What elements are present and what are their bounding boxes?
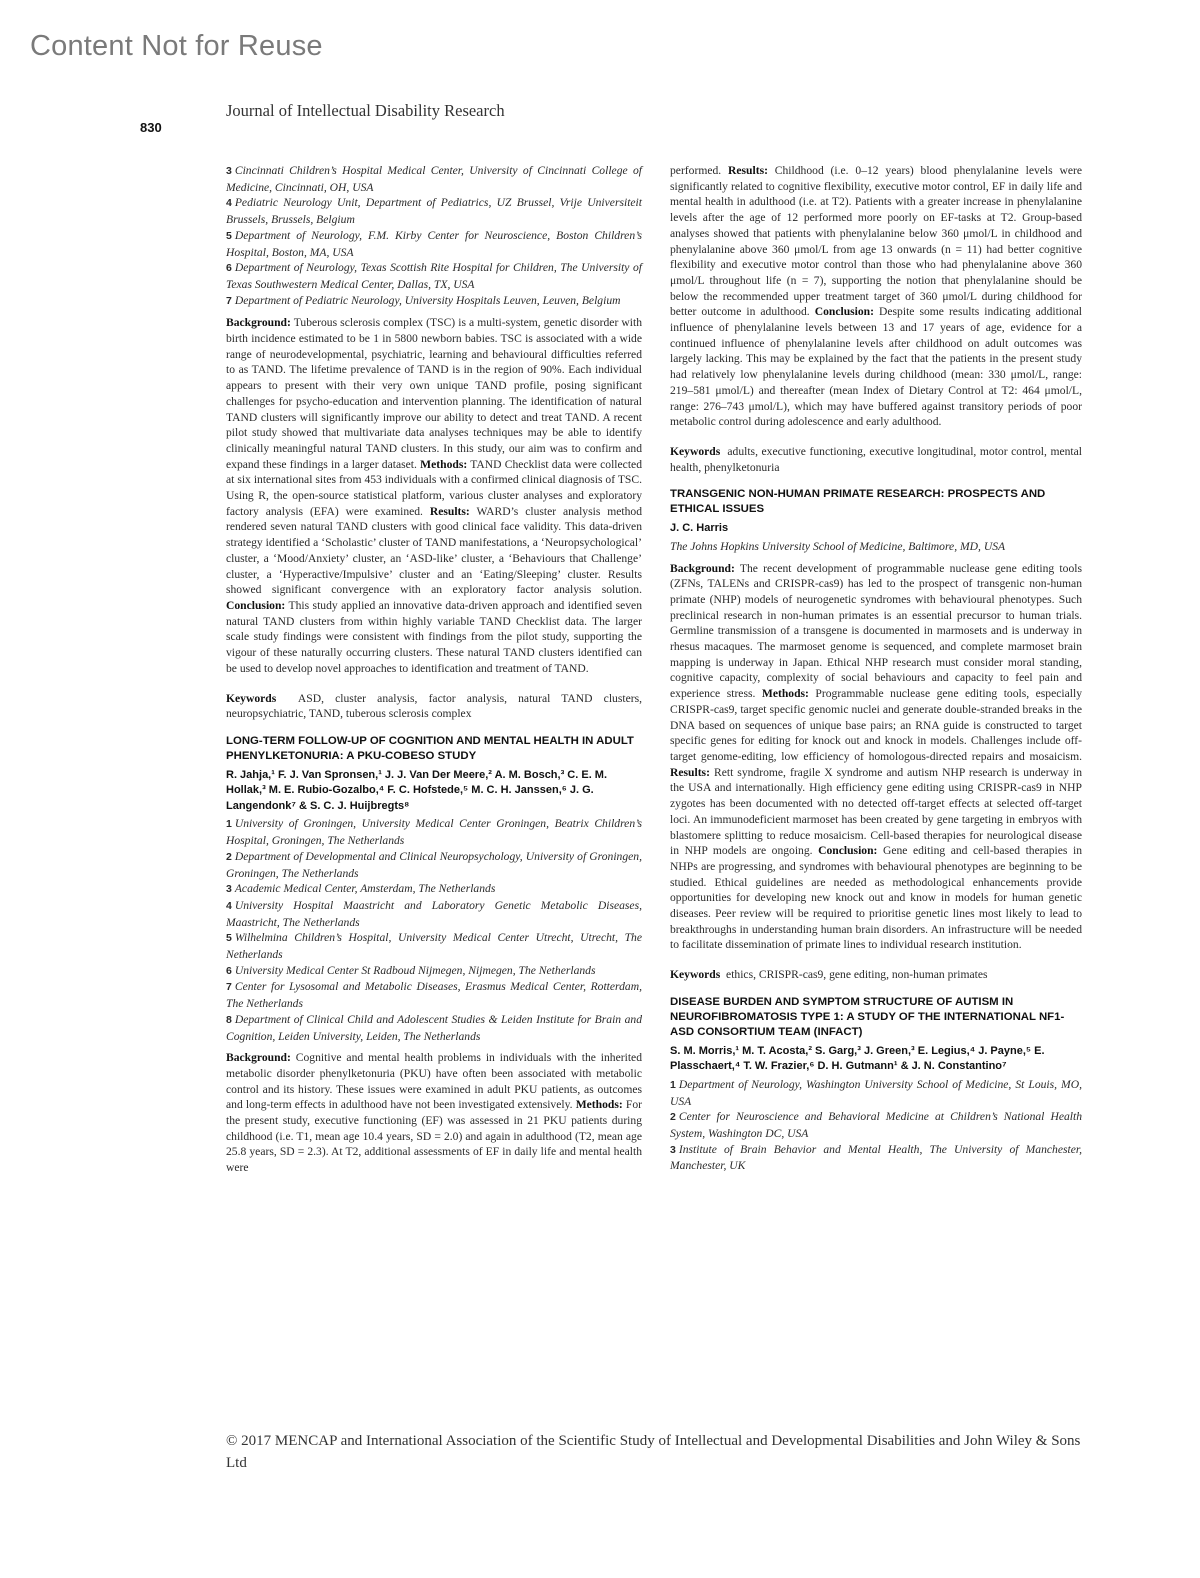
affiliation: 1 University of Groningen, University Medical Center Groningen, Beatrix Children’s Hospital, Groningen, The Netherlands — [226, 817, 642, 848]
affiliation: 3 Cincinnati Children’s Hospital Medical Center, University of Cincinnati College of Medicine, Cincinnati, OH, USA — [226, 164, 642, 194]
copyright-footer: © 2017 MENCAP and International Association of the Scientific Study of Intellectual and Developmental Disabilities and John Wiley & Sons Ltd — [226, 1433, 1081, 1471]
affiliation: 1 Department of Neurology, Washington University School of Medicine, St Louis, MO, USA — [670, 1077, 1082, 1108]
article-title: LONG-TERM FOLLOW-UP OF COGNITION AND MENTAL HEALTH IN ADULT PHENYLKETONURIA: A PKU-COBESO STUDY — [226, 734, 634, 762]
keywords: Keywords ASD, cluster analysis, factor analysis, natural TAND clusters, neuropsychiatric, TAND, tuberous sclerosis complex — [226, 691, 642, 721]
left-column — [226, 163, 642, 1176]
article-title: DISEASE BURDEN AND SYMPTOM STRUCTURE OF AUTISM IN NEUROFIBROMATOSIS TYPE 1: A STUDY OF THE INTERNATIONAL NF1-ASD CONSORTIUM TEAM (INFACT) — [670, 995, 1065, 1038]
article-authors: R. Jahja,¹ F. J. Van Spronsen,¹ J. J. Van Der Meere,² A. M. Bosch,³ C. E. M. Hollak,³ M. E. Rubio-Gozalbo,⁴ F. C. Hofstede,⁵ M. C. H. Janssen,⁶ J. G. Langendonk⁷ & S. C. J. Huijbregts⁸ — [226, 768, 608, 812]
affiliation: 3 Institute of Brain Behavior and Mental Health, The University of Manchester, Manchester, UK — [670, 1142, 1082, 1173]
abstract-paragraph: performed. Results: Childhood (i.e. 0–12 years) blood phenylalanine levels were significantly related to cognitive flexibility, executive motor control, EF in daily life and mental health in adulthood (i.e. at T2). Patients with a greater increase in phenylalanine levels after the age of 12 performed more poorly on EF-tasks at T2. Group-based analyses showed that patients with phenylalanine below 360 μmol/L in childhood and phenylalanine above 360 μmol/L from age 13 onwards (n = 11) had better cognitive flexibility and executive motor control than those who had phenylalanine above 360 μmol/L throughout life (n = 7), supporting the notion that phenylalanine should be below the recommended upper treatment target of 360 μmol/L during childhood for better outcome in adulthood. Conclusion: Despite some results indicating additional influence of phenylalanine levels between 13 and 17 years of age, evidence for a continued influence of phenylalanine levels after childhood on adult outcomes was largely lacking. This may be explained by the fact that the patients in the present study had relatively low phenylalanine levels during childhood (mean: 330 μmol/L, range: 219–581 μmol/L) and thereafter (mean Index of Dietary Control at T2: 464 μmol/L, range: 276–743 μmol/L), which may have buffered against transitory periods of poor metabolic control during adolescence and early adulthood. — [670, 164, 1082, 429]
article-authors: S. M. Morris,¹ M. T. Acosta,² S. Garg,³ J. Green,³ E. Legius,⁴ J. Payne,⁵ E. Plasschaert,⁴ T. W. Frazier,⁶ D. H. Gutmann¹ & J. N. Constantino⁷ — [670, 1044, 1045, 1073]
article-authors: J. C. Harris — [670, 522, 729, 535]
affiliation: 3 Academic Medical Center, Amsterdam, The Netherlands — [226, 882, 496, 896]
affiliation: 6 University Medical Center St Radboud Nijmegen, Nijmegen, The Netherlands — [226, 963, 596, 977]
affiliation: 5 Department of Neurology, F.M. Kirby Center for Neuroscience, Boston Children’s Hospital, Boston, MA, USA — [226, 228, 642, 259]
watermark: Content Not for Reuse — [30, 30, 323, 62]
page-number: 830 — [140, 120, 162, 135]
abstract-paragraph: Background: Tuberous sclerosis complex (TSC) is a multi-system, genetic disorder with birth incidence estimated to be 1 in 5800 newborn babies. TSC is associated with a wide range of neurodevelopmental, psychiatric, learning and behavioural difficulties referred to as TAND. The lifetime prevalence of TAND is in the region of 90%. Each individual appears to present with their very own unique TAND profile, posing significant challenges for psycho-education and intervention planning. The identification of natural TAND clusters will significantly improve our ability to detect and treat TAND. A recent pilot study showed that multivariate data analyses techniques may be able to identify clinically meaningful natural TAND clusters. In this study, our aim was to confirm and expand these findings in a larger dataset. Methods: TAND Checklist data were collected at six international sites from 453 individuals with a confirmed clinical diagnosis of TSC. Using R, the open-source statistical platform, various cluster analyses and exploratory factory analysis (EFA) were examined. Results: WARD’s cluster analysis method rendered seven natural TAND clusters with good clinical face validity. This data-driven strategy identified a ‘Scholastic’ cluster of TAND manifestations, a ‘Neuropsychological’ cluster, a ‘Mood/Anxiety’ cluster, an ‘ASD-like’ cluster, a ‘Behaviours that Challenge’ cluster, a ‘Hyperactive/Impulsive’ cluster and an ‘Eating/Sleeping’ cluster. Results showed significant convergence with an exploratory factor analysis solution. Conclusion: This study applied an innovative data-driven approach and identified seven natural TAND clusters from within highly variable TAND Checklist data. The larger scale study findings were consistent with findings from the pilot study, supporting the vigour of these naturally occurring clusters. These natural TAND clusters identified can be used to develop novel approaches to identification and treatment of TAND. — [226, 316, 642, 675]
journal-title: Journal of Intellectual Disability Research — [226, 101, 505, 120]
right-column — [670, 163, 1082, 1174]
affiliation: The Johns Hopkins University School of Medicine, Baltimore, MD, USA — [670, 539, 1006, 553]
affiliation: 8 Department of Clinical Child and Adolescent Studies & Leiden Institute for Brain and Cognition, Leiden University, Leiden, The Netherlands — [226, 1012, 642, 1043]
affiliation: 6 Department of Neurology, Texas Scottish Rite Hospital for Children, The University of Texas Southwestern Medical Center, Dallas, TX, USA — [226, 261, 642, 291]
article-title: TRANSGENIC NON-HUMAN PRIMATE RESEARCH: PROSPECTS AND ETHICAL ISSUES — [670, 488, 1046, 516]
keywords: Keywords adults, executive functioning, executive longitudinal, motor control, mental health, phenylketonuria — [670, 444, 1082, 474]
affiliation: 7 Center for Lysosomal and Metabolic Diseases, Erasmus Medical Center, Rotterdam, The Netherlands — [226, 980, 642, 1011]
abstract-paragraph: Background: Cognitive and mental health problems in individuals with the inherited metabolic disorder phenylketonuria (PKU) have often been associated with metabolic control and its history. These issues were examined in adult PKU patients, as outcomes and long-term effects in adulthood have not been investigated extensively. Methods: For the present study, executive functioning (EF) was assessed in 21 PKU patients during childhood (i.e. T1, mean age 10.4 years, SD = 2.0) and again in adulthood (T2, mean age 25.8 years, SD = 2.3). At T2, additional assessments of EF in daily life and mental health were — [226, 1051, 643, 1175]
abstract-paragraph: Background: The recent development of programmable nuclease gene editing tools (ZFNs, TALENs and CRISPR-cas9) has led to the prospect of transgenic non-human primate (NHP) models of neurogenetic syndromes with behavioural phenotypes. Such preclinical research in non-human primates is an essential precursor to human trials. Germline transmission of a transgene is documented in marmosets and is underway in rhesus macaques. The marmoset genome is sequenced, and complete marmoset brain mapping is underway in Japan. Ethical NHP research must consider moral standing, cognitive capacity, complexity of social behaviours and capacity to feel pain and experience stress. Methods: Programmable nuclease gene editing tools, especially CRISPR-cas9, target specific genomic nuclei and generate double-stranded breaks in the DNA based on sequences of unique base pairs; an RNA guide is constructed to target specific genes for editing for knock out and knock in models. Challenges include off-target genome-editing, low efficiency of homologous-directed repairs and mosaicism. Results: Rett syndrome, fragile X syndrome and autism NHP research is underway in the USA and internationally. High efficiency gene editing using CRISPR-cas9 in NHP zygotes has been documented with no detected off-target effects at selected off-target loci. An immunodeficient marmoset has been created by gene targeting in embryos with blastomere splitting to reduce mosaicism. Cell-based therapies for neurological disease in NHP models are ongoing. Conclusion: Gene editing and cell-based therapies in NHPs are progressing, and syndromes with behavioural phenotypes are beginning to be studied. Ethical guidelines are needed as methodological enhancements provide opportunities for developing new knock out and know in models for human genetic diseases. Peer review will be required to prioritise genetic lines most likely to lead to breakthroughs in understanding human brain disorders. An infrastructure will be needed to facilitate dissemination of primate lines to individual research institution. — [670, 561, 1083, 952]
affiliation: 4 University Hospital Maastricht and Laboratory Genetic Metabolic Diseases, Maastricht, The Netherlands — [226, 898, 642, 929]
affiliation: 2 Center for Neuroscience and Behavioral Medicine at Children’s National Health System, Washington DC, USA — [670, 1110, 1082, 1140]
affiliation: 5 Wilhelmina Children’s Hospital, University Medical Center Utrecht, Utrecht, The Netherlands — [226, 931, 642, 962]
affiliation: 2 Department of Developmental and Clinical Neuropsychology, University of Groningen, Groningen, The Netherlands — [226, 849, 642, 880]
keywords: Keywords ethics, CRISPR-cas9, gene editing, non-human primates — [670, 968, 988, 982]
affiliation: 4 Pediatric Neurology Unit, Department of Pediatrics, UZ Brussel, Vrije Universiteit Brussels, Brussels, Belgium — [226, 196, 642, 227]
affiliation: 7 Department of Pediatric Neurology, University Hospitals Leuven, Leuven, Belgium — [226, 293, 621, 307]
